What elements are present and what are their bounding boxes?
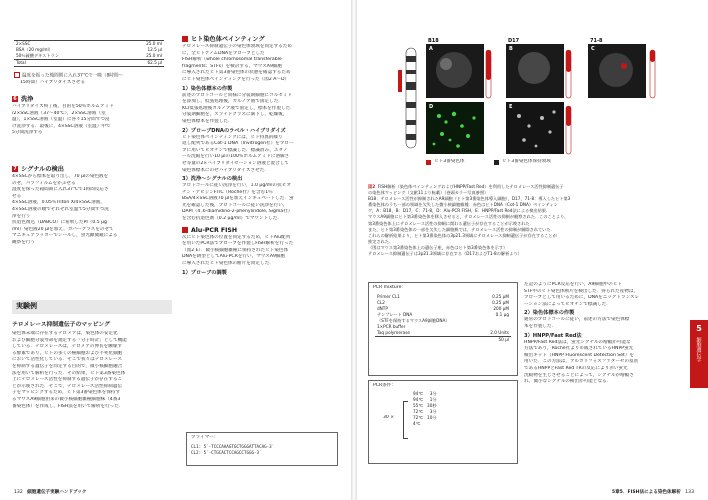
fish-heading: ヒト染色体ペインティング <box>182 36 347 44</box>
cond-row-time: 3分 <box>429 409 437 414</box>
pcr-row-name: Taq polymerase <box>377 329 410 335</box>
label-c: C <box>591 46 595 52</box>
reagent-row-name: Total <box>14 60 119 67</box>
cond-row-time: 30秒 <box>427 403 437 408</box>
signal-line: 湿度を保った箱間期に入れ37℃で1時間反応さ <box>12 187 109 193</box>
pcr-title: PCR mixture： <box>373 285 407 290</box>
cond-row-temp: 55℃ <box>413 403 424 408</box>
pcr-conditions-box <box>368 380 518 464</box>
pcr-row-name: 1×PCR buffer <box>377 323 406 329</box>
example-line: 法を用いて解析を行った．その結果，ヒト第3番染色体 <box>12 370 126 376</box>
reagent-table <box>14 40 164 67</box>
caption-line: 番染色体のうち一部の領域を欠失した微小核細胞雑種．赤色はヒトDNA（Cot-1 DNA）ペインティン <box>368 202 558 208</box>
mid-h3-line: DAPI（4′,6-diamidino-2-phenylindole, Sigma社） <box>182 209 293 215</box>
caption-line: テロメレース抑制遺伝子は3p21.3領域に存在する（D17およびT1-8の解析より） <box>368 251 522 257</box>
label-e: E <box>509 104 513 110</box>
label-b: B <box>509 46 513 52</box>
figure-2 <box>384 36 684 176</box>
reagent-row-value: 25.0 ml <box>146 41 162 46</box>
right-column <box>524 282 674 386</box>
caption-line: の染色体マッピング（文献11より転載）（巻頭カラー写真参照） <box>368 190 489 196</box>
alu-line: （図2 E）．微小核細胞雑種に保持されたヒト染色体 <box>182 247 289 253</box>
pcr-mixture-box <box>368 282 518 376</box>
fish-line: に，全ヒトゲノムDNAをプローブとした <box>182 50 265 56</box>
alu-line: 次にヒト染色体の位置を同定するため，ヒトAlu配列 <box>182 234 291 240</box>
signal-line: 4×SSC溶液，0.05％Triton X/4×SSC溶液， <box>12 200 105 206</box>
wash-heading: 6 洗浄 <box>13 96 34 103</box>
rc-h3: 3）HNPP/Fast Red法 <box>524 332 582 339</box>
signal-line: 抗退色剤込（DABCO）に希釈したPI（0.5 μg <box>12 220 107 226</box>
example-line: るマウスA9細胞由来の微小核細胞雑種細胞株（4番3 <box>12 396 121 402</box>
chapter-tab: 5 細胞遺伝学 <box>690 320 708 388</box>
rc-h3-line: れ，微小なシグナルの検出が可能となる． <box>524 379 612 385</box>
primer-line-1: CL1: 5′-TCCCAAAGTGCTGGGATTACAG-3′ <box>191 443 275 449</box>
rc-h3-line: 検出キット（HNPP Fluorescent Detection Set）を <box>524 352 635 358</box>
reagent-row-value: 25.0 ml <box>146 53 162 58</box>
pcr-row-value: 0.1 μg <box>495 311 509 317</box>
caption-line: これらの解析結果より，ヒト第3番染色体の3p21.3領域にテロメレース抑制遺伝子が存在することが <box>368 232 557 238</box>
example-line: を抑制する遺伝子を同定する目的で，微小核細胞融合 <box>12 363 123 369</box>
rc-top-line: 左記のようにPCR反応を行い，A9細胞中のヒト <box>524 282 622 287</box>
legend-red-swatch <box>426 160 431 165</box>
example-line: とが示唆された．そこで，テロメレース活性抑制遺伝 <box>12 383 122 389</box>
caption-line: 推定された． <box>368 238 394 244</box>
left-footer: 132 細胞遺伝子実験ハンドブック <box>14 490 87 495</box>
pcr-row-value: 200 μM <box>493 305 509 311</box>
fish-line: テロメレース抑制遺伝子の染色体領域を同定するため <box>182 44 293 49</box>
probe-heading: 1）プローブの調製 <box>182 269 227 276</box>
mid-h3-line: チン・アビジンFITC（Roche社）を含む1％ <box>182 189 273 195</box>
signal-line: 4×SSC溶液の順でそれぞれ室温で5分間ずつ洗 <box>12 206 109 212</box>
pcr-row-name: Primer CL1 <box>377 293 400 299</box>
example-line: 染色体末端に存在するテロメアは，染色体の安定化 <box>12 331 118 336</box>
rc-top-line: プローブとして用いるために，DNAをニックトランスレ <box>524 295 640 301</box>
reagent-row <box>14 60 164 67</box>
step-top <box>14 72 174 87</box>
step-top-line-2: 15時間）ハイブリダイズさせる <box>20 80 86 86</box>
fish-line: に導入されたヒト第3番染色体の状態を確認するため <box>182 70 291 76</box>
cond-row <box>411 421 439 427</box>
figure-caption <box>368 184 694 257</box>
mid-h2: 2）プローブDNAのラベル・ハイブリダイズ <box>182 127 286 134</box>
pcr-row-name: テンプレート DNA <box>377 311 413 317</box>
cond-row-time <box>425 421 439 427</box>
label-71-8: 71-8 <box>590 38 603 44</box>
pcr-row-value: 2.0 Units <box>490 329 509 335</box>
signal-heading: 7 シグナルの検出 <box>13 166 64 173</box>
alu-line: を用いたPCR法でプローブを作製しFISH解析を行った <box>182 241 294 247</box>
reagent-row-value: 12.5 μl <box>147 47 162 52</box>
mid-h3-line: BSA/4×SSC溶液70 μlを加えインキュベートした．蛍 <box>182 196 294 202</box>
mid-column <box>182 36 347 277</box>
pcr-row <box>375 336 511 343</box>
mid-h1-line: KCl低張処理後カルノア液で固定し，標本を作製した． <box>182 105 295 111</box>
wash-line: け洗浄する．最後に，4×SSC溶液（室温）中で <box>12 123 111 129</box>
ideogram-chromosome <box>406 48 416 148</box>
step-top-line-1: 温度を振った後間期に入れ37℃で一晩（8時間〜 <box>14 72 174 80</box>
example-line: している．テロメレースは，テロメアの伸長を触媒す <box>12 344 123 350</box>
mid-h1: 1）染色体標本の作製 <box>182 85 233 92</box>
mid-h2-line: ール沈殿を行い10 μlの100％ホルムアミドに溶解さ <box>182 154 290 160</box>
label-a: A <box>429 46 433 52</box>
mid-h1-line: 染色体標本を作製した． <box>182 118 233 124</box>
caption-line: また，ヒト第3番染色体の一部を欠失した細胞株では，テロメレース活性の抑制が解除されていた． <box>368 226 555 232</box>
cond-row-temp: 94℃ <box>413 397 424 402</box>
signal-line: 4×SSCから標本を取り出し，70 μlの染色液を <box>12 174 109 179</box>
mid-h3: 3）洗浄〜シグナルの検出 <box>182 176 243 183</box>
signal-section <box>12 166 177 247</box>
cond-row-temp: 72℃ <box>413 415 424 420</box>
mid-h3-line: プロトコールに従い洗浄を行い，1.0 μg/mlの抗ビオ <box>182 183 291 189</box>
cond-row-time: 3分 <box>429 391 437 396</box>
cond-row-temp: 4℃ <box>413 421 421 426</box>
mid-h3-line: を含む抗退色剤（0.2 μg/ml）でマウントした． <box>182 216 282 222</box>
wash-line: ハイブリダイズ終了後，目的を50％ホルムアミド <box>12 104 114 109</box>
caption-line: B18：テロメレース活性が抑制されたA9細胞（ヒト第3番染色体導入細胞），D17，71-8：導入したヒト第3 <box>368 196 571 202</box>
caption-line-1: 図2 FISH解析（染色体ペインティングおよびHNPP/Fast Red）を利用したテロメレース活性抑制遺伝子 <box>368 184 564 189</box>
alu-line: に導入されたヒト染色体の断片を同定した． <box>182 261 274 267</box>
reagent-row-value: 62.5 μl <box>119 60 164 67</box>
caption-line: （図はマウス第3番染色体上の遺伝子座，赤色はヒト第3番染色体を示す） <box>368 244 508 250</box>
caption-line: マウスA9細胞にヒト第3番染色体を移入させると，テロメレース活性の抑制が観察された．このことより， <box>368 214 569 220</box>
rc-h3-line: 沈殿物を生じさせることによって，シグナルが増幅さ <box>524 372 634 378</box>
mid-h2-line: 染色体標本にのせハイブリダイズさせた． <box>182 167 269 173</box>
fish-line: にヒト染色体ペインティングを行った（図2 A〜D） <box>182 76 290 82</box>
rc-h2: 2）染色体標本の作製 <box>524 310 575 317</box>
signal-line: のせ，パラフィルムをかぶせる <box>12 180 76 186</box>
pcr-row-name: dNTP <box>377 305 388 311</box>
pcr-row-value: 50 μl <box>480 336 511 343</box>
rc-top-line: ーション法によってビオチンで標識した． <box>524 301 611 307</box>
signal-line: 観察を行う <box>12 239 35 245</box>
label-d17: D17 <box>508 38 520 44</box>
reagent-row-name: 2×SSC <box>16 41 31 46</box>
example-line: において活性化している．そこで我々はテロメレース <box>12 357 123 363</box>
rc-h3-line: であるHNPPとFast Red TRの反応により赤い蛍光 <box>524 365 628 371</box>
example-line: 上にテロメレース活性を抑制する遺伝子が存在するこ <box>12 377 123 383</box>
mid-h3-line: 光を確認した後，プロトコールに従い洗浄を行い， <box>182 202 288 208</box>
pcr-row-value: 0.25 μM <box>492 293 509 299</box>
mid-h1-line: 分裂期細胞を，スライドグラスに滴下し，乾燥後， <box>182 112 288 118</box>
caption-line: 第3番染色体上にテロメレース活性の抑制に関わる遺伝子が存在することが示唆された． <box>368 220 534 226</box>
pcr-cond-title: PCR条件： <box>373 383 396 388</box>
caption-line: グ，A：B18，B：D17，C：71-8，D：Alu-PCR FISH，E：HNPP/Fast Red法による検出結果． <box>368 208 551 214</box>
cond-row-temp: 94℃ <box>413 391 424 396</box>
red-region-bar <box>398 70 402 92</box>
example-section <box>12 322 177 410</box>
legend-black-swatch <box>494 160 499 165</box>
example-title: 実験例 <box>16 302 37 310</box>
legend-black-text: ヒト3番染色体保持領域 <box>502 159 551 164</box>
example-line: 子をマッピングするため，ヒト第3番染色体を保持す <box>12 390 121 396</box>
reagent-row-name: 50％硫酸デキストラン <box>16 53 59 58</box>
rc-top-line: STF中のヒト染色体断片を検出した．得られた産物は， <box>524 288 639 294</box>
example-line: および細胞分裂寿命を規定する「分子時計」として機能 <box>12 337 127 343</box>
mid-h2-line: せ等量の2×ハイブリダイゼーション溶液と混合して <box>182 160 289 166</box>
example-line: 番染色体）を作成し，FISH法を用いて解析を行った． <box>12 403 124 409</box>
cond-row-temp: 72℃ <box>413 409 424 414</box>
mid-h2-line: ヒト染色体ペインティングには，ヒト特異的繰り <box>182 134 283 140</box>
reagent-row-name: BSA（20 mg/ml） <box>16 47 53 52</box>
fish-line: FISH解析（whole chromosomal transferable <box>182 57 282 63</box>
example-subtitle: テロメレース抑制遺伝子のマッピング <box>12 322 110 328</box>
wash-section <box>12 96 177 137</box>
mid-h1-line: を添加し，低張処理後，カルノア液で固定した． <box>182 99 283 105</box>
rc-h3-line: 用いた．この方法は，アルカリフォスファターゼの基質 <box>524 359 639 365</box>
pcr-cycles: 30 × <box>383 415 395 420</box>
signal-line: せる <box>12 193 22 199</box>
wash-line: 温），1×SSC溶液（室温）に各々15分間ずつ浸 <box>12 117 110 123</box>
rc-h2-line: 通常のプロトコールに従い，前述の方法で染色体標 <box>524 317 630 323</box>
legend-red-text: ヒト3番染色体 <box>434 159 465 164</box>
cond-row-time: 1分 <box>429 397 437 402</box>
wash-line: /2×SSC溶液（37〜40℃），2×SSC溶液（室 <box>12 110 106 116</box>
example-line: る酵素であり，ヒトの多くの癌細胞および不死化細胞 <box>12 350 123 356</box>
label-d: D <box>429 104 434 110</box>
pcr-row-name: （STFを保持するマウスA9細胞DNA） <box>377 317 450 323</box>
mid-h1-line: 前述のプロトコールと同様に分裂期細胞にコルセミド <box>182 92 292 98</box>
alu-line: DNAを鋳型としてAlu-PCRを行い，マウスA9細胞 <box>182 254 286 260</box>
wash-line: 5分間洗浄する <box>12 130 43 136</box>
signal-line: 浄を行う <box>12 213 31 219</box>
signal-line: マニキュアラッカーでシールし，蛍光顕微鏡による <box>12 233 118 239</box>
pcr-row-value: 0.25 μM <box>492 299 509 305</box>
rc-h3-line: 方法であり，Roche社より市販されているHNPP蛍光 <box>524 346 634 352</box>
primer-box <box>186 432 338 466</box>
label-b18: B18 <box>428 38 439 44</box>
primer-line-2: CL2: 5′-CTGCACTCCAGCCTGGG-3′ <box>191 450 262 456</box>
signal-line: /ml）染色液20 μlを加え，カバーグラスをのせて <box>12 226 114 232</box>
pcr-row-name <box>375 336 480 343</box>
primer-label: プライマー： <box>191 435 219 440</box>
mid-h2-line: ブに用いてビオチンで標識した．標識済み，エタノ <box>182 147 288 153</box>
mid-h2-line: 返し配列であるCot-1 DNA（Invitrogen社）をプロー <box>182 141 294 147</box>
fish-line: fragments：STFs）を検討する，マウスA9細胞 <box>182 63 283 69</box>
pcr-row-name: CL2 <box>377 299 385 305</box>
right-footer: 5章5．FISH法による染色体解析 133 <box>611 490 694 495</box>
gutter <box>351 0 357 500</box>
alu-heading: Alu-PCR FISH <box>182 227 347 235</box>
panel-d <box>426 102 484 154</box>
cond-row-time: 10分 <box>427 415 437 420</box>
rc-h3-line: HNPP/Fast Red法は，蛍光シグナルの増幅が可能な <box>524 339 631 345</box>
right-page <box>354 0 708 500</box>
rc-h2-line: 本を作製した． <box>524 323 557 329</box>
